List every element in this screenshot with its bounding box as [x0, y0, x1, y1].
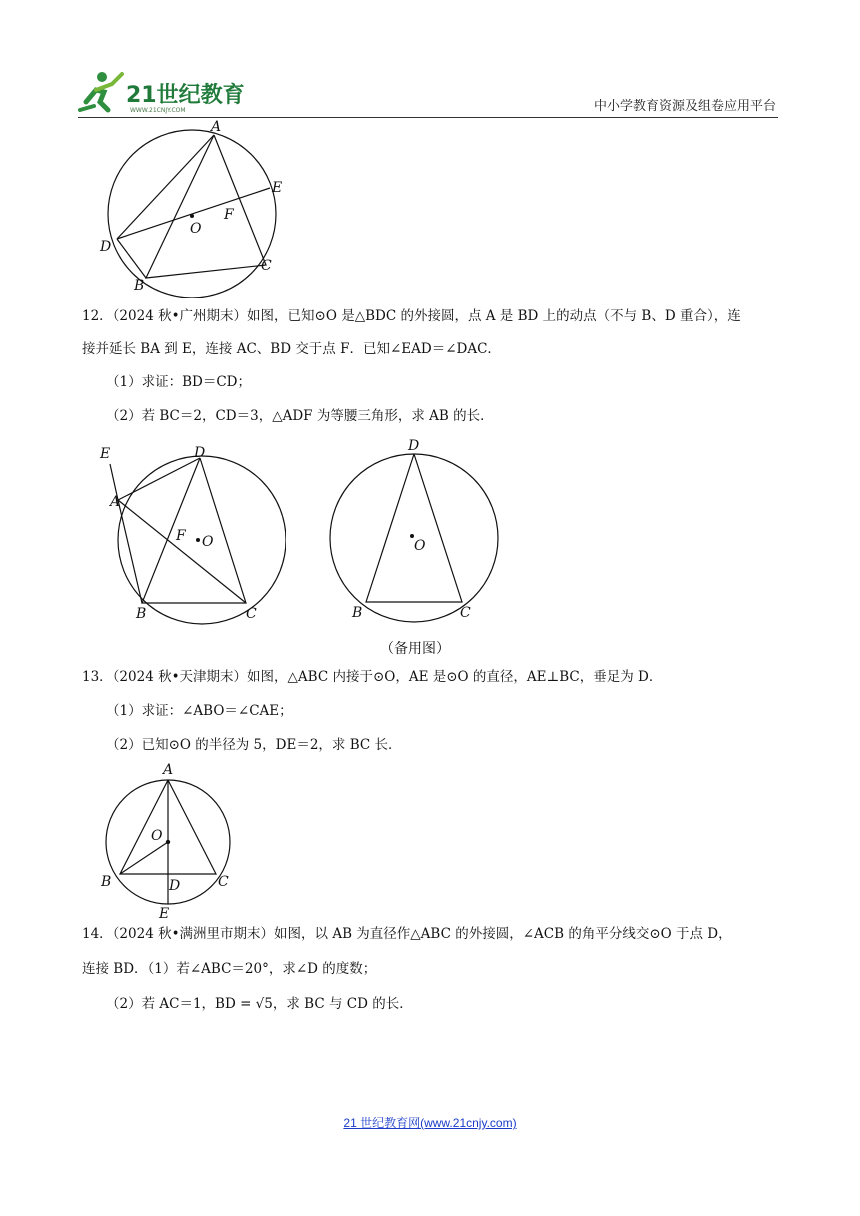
- label-d: D: [100, 239, 112, 255]
- label-f: F: [176, 528, 186, 544]
- footer-link[interactable]: 21 世纪教育网(www.21cnjy.com): [343, 1116, 517, 1130]
- label-a: A: [163, 762, 174, 778]
- q13-part2: （2）已知⊙O 的半径为 5，DE＝2，求 BC 长．: [106, 737, 402, 753]
- label-e: E: [272, 180, 283, 196]
- label-a: A: [110, 494, 121, 510]
- q13-line1: 13．（2024 秋•天津期末）如图，△ABC 内接于⊙O，AE 是⊙O 的直径，AE⊥BC，垂足为 D．: [82, 669, 663, 685]
- label-e: E: [159, 906, 170, 922]
- platform-name: 中小学教育资源及组卷应用平台: [593, 98, 776, 113]
- figure-q12-spare: [324, 436, 509, 626]
- q14-part2: （2）若 AC＝1，BD = √5，求 BC 与 CD 的长．: [106, 996, 413, 1012]
- q14-line2: 连接 BD．（1）若∠ABC＝20°，求∠D 的度数；: [82, 961, 377, 977]
- q12-part2: （2）若 BC＝2，CD＝3，△ADF 为等腰三角形，求 AB 的长．: [106, 408, 494, 424]
- q12-line1: 12．（2024 秋•广州期末）如图，已知⊙O 是△BDC 的外接圆，点 A 是 BD 上的动点（不与 B、D 重合），连: [82, 308, 741, 324]
- site-logo: [78, 66, 258, 118]
- label-b: B: [352, 605, 363, 621]
- label-f: F: [224, 207, 234, 223]
- label-c: C: [261, 258, 272, 274]
- label-b: B: [134, 278, 145, 294]
- label-c: C: [218, 874, 229, 890]
- logo-sub: WWW.21CNJY.COM: [130, 107, 186, 114]
- label-c: C: [246, 606, 257, 622]
- label-c: C: [460, 605, 471, 621]
- label-e: E: [100, 446, 111, 462]
- spare-figure-caption: （备用图）: [380, 641, 450, 657]
- figure-q12: [96, 440, 286, 625]
- label-d: D: [408, 438, 420, 454]
- label-o: O: [414, 538, 426, 554]
- label-b: B: [101, 874, 112, 890]
- label-b: B: [136, 606, 147, 622]
- q12-line2: 接并延长 BA 到 E，连接 AC、BD 交于点 F．已知∠EAD＝∠DAC．: [82, 341, 501, 357]
- label-o: O: [190, 221, 202, 237]
- label-d: D: [194, 445, 206, 461]
- label-a: A: [211, 119, 222, 135]
- q12-part1: （1）求证：BD＝CD；: [106, 374, 251, 390]
- label-o: O: [202, 534, 214, 550]
- logo-text: 21世纪教育: [126, 83, 245, 108]
- q13-part1: （1）求证：∠ABO＝∠CAE；: [106, 703, 293, 719]
- label-d: D: [169, 878, 181, 894]
- footer: [0, 1114, 860, 1131]
- figure-q11: [96, 118, 296, 298]
- figure-q13: [96, 758, 246, 923]
- runner-icon: [80, 72, 122, 110]
- label-o: O: [151, 828, 163, 844]
- q14-line1: 14．（2024 秋•满洲里市期末）如图，以 AB 为直径作△ABC 的外接圆，∠ACB 的角平分线交⊙O 于点 D，: [82, 926, 732, 942]
